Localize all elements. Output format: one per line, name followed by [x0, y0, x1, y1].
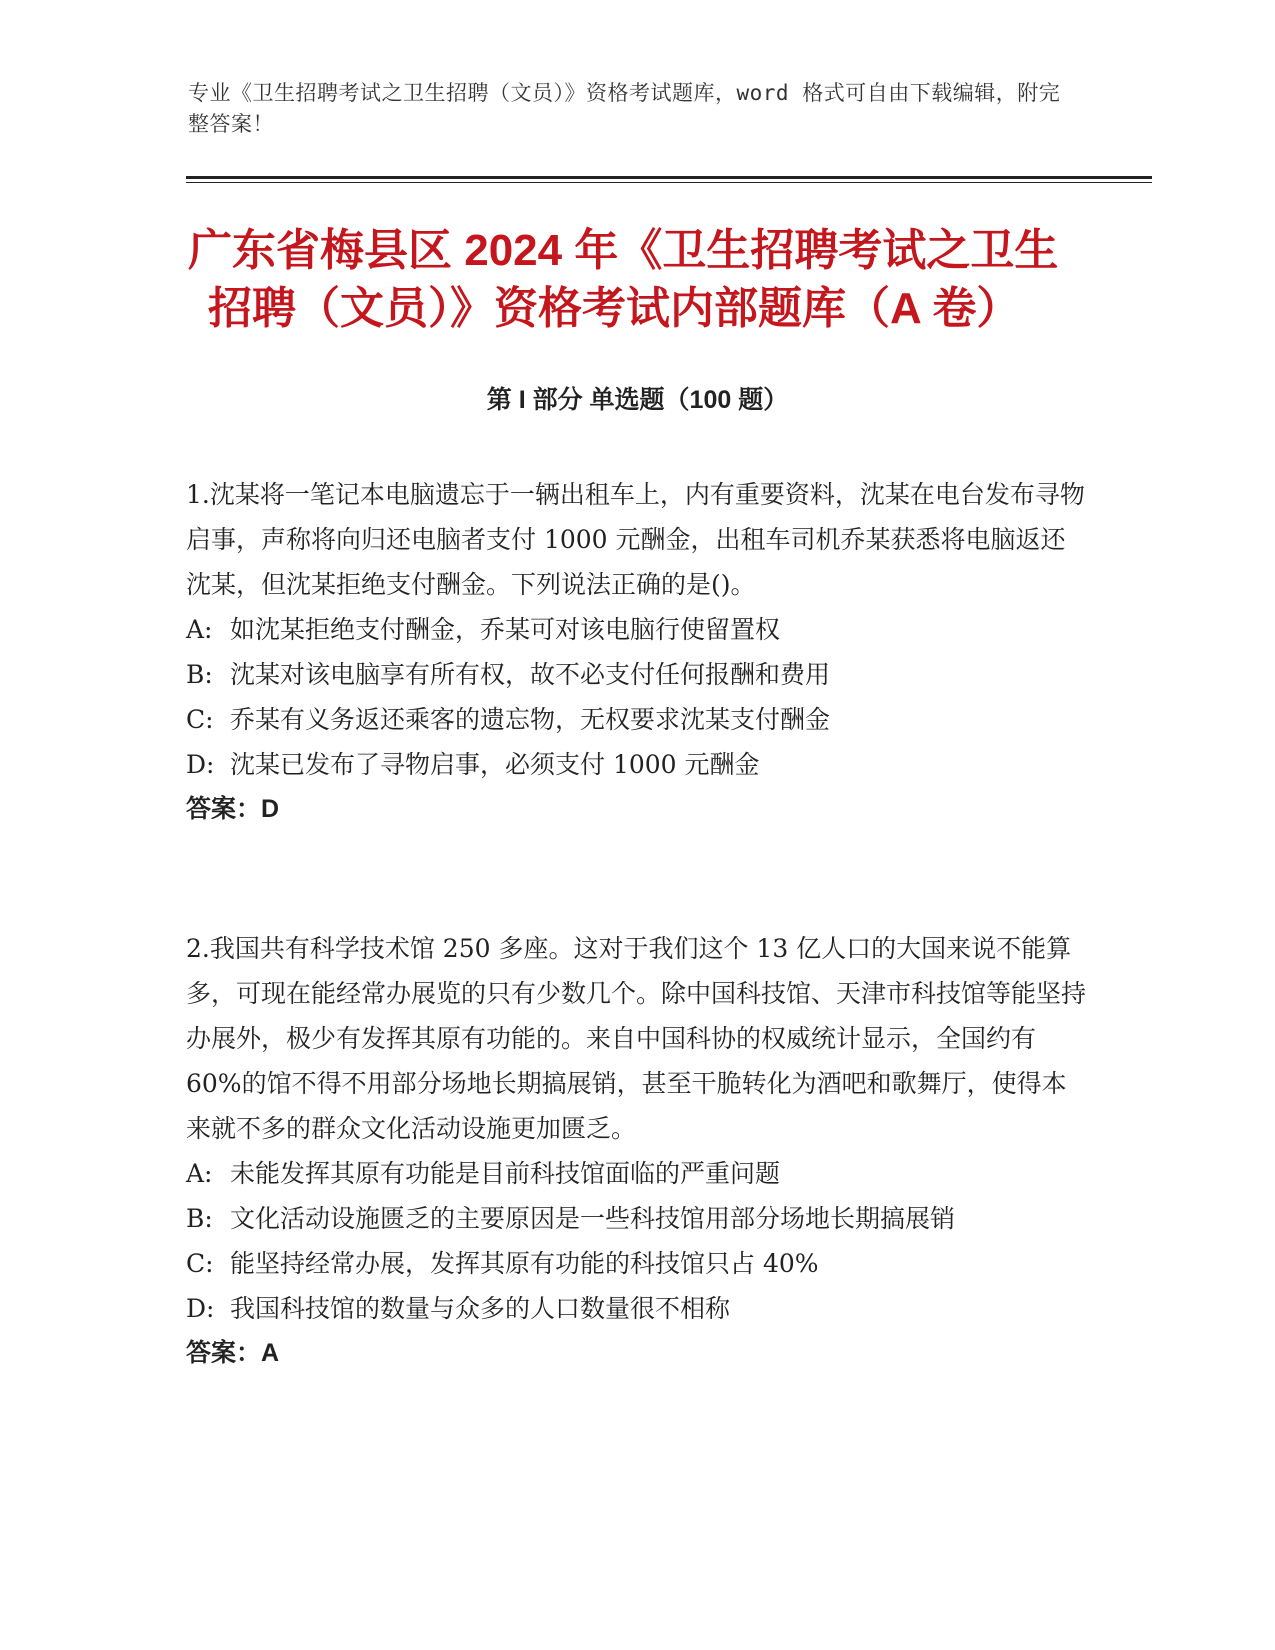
section-heading: 第 I 部分 单选题（100 题）: [486, 386, 789, 414]
header-note: 专业《卫生招聘考试之卫生招聘（文员）》资格考试题库，word 格式可自由下载编辑，附完整答案！: [188, 81, 1061, 136]
option-text: 沈某已发布了寻物启事，必须支付 1000 元酬金: [230, 750, 760, 779]
option-key: B:: [186, 660, 213, 689]
option-key: D:: [186, 1294, 215, 1323]
header-rule-thin: [186, 182, 1152, 183]
option-text: 我国科技馆的数量与众多的人口数量很不相称: [230, 1294, 731, 1323]
option-d: [186, 1286, 1086, 1331]
title-line-1: 广东省梅县区 2024 年《卫生招聘考试之卫生: [188, 226, 1059, 275]
option-key: C:: [186, 705, 214, 734]
answer-line: 答案：A: [186, 1339, 280, 1367]
option-c: [186, 697, 1086, 742]
question-1: [186, 472, 1086, 832]
question-stem: 1.沈某将一笔记本电脑遗忘于一辆出租车上，内有重要资料，沈某在电台发布寻物启事，声称将向归还电脑者支付 1000 元酬金，出租车司机乔某获悉将电脑返还沈某，但沈某拒绝支付酬金。下列说法正确的是()。: [186, 480, 1085, 599]
option-key: B:: [186, 1204, 213, 1233]
option-key: A:: [186, 615, 213, 644]
option-a: [186, 607, 1086, 652]
option-text: 如沈某拒绝支付酬金，乔某可对该电脑行使留置权: [230, 615, 781, 644]
option-c: [186, 1241, 1086, 1286]
option-b: [186, 652, 1086, 697]
option-key: A:: [186, 1159, 213, 1188]
option-text: 文化活动设施匮乏的主要原因是一些科技馆用部分场地长期搞展销: [230, 1204, 956, 1233]
option-text: 乔某有义务返还乘客的遗忘物，无权要求沈某支付酬金: [230, 705, 831, 734]
option-b: [186, 1196, 1086, 1241]
answer-line: 答案：D: [186, 795, 280, 823]
header-rule-thick: [186, 176, 1152, 179]
option-key: D:: [186, 750, 215, 779]
option-d: [186, 742, 1086, 787]
title-line-2: 招聘（文员）》资格考试内部题库（A 卷）: [208, 284, 1021, 333]
question-2: [186, 926, 1086, 1376]
option-text: 能坚持经常办展，发挥其原有功能的科技馆只占 40%: [230, 1249, 819, 1278]
option-text: 沈某对该电脑享有所有权，故不必支付任何报酬和费用: [230, 660, 831, 689]
document-title: [188, 222, 1078, 338]
option-key: C:: [186, 1249, 214, 1278]
option-a: [186, 1151, 1086, 1196]
question-stem: 2.我国共有科学技术馆 250 多座。这对于我们这个 13 亿人口的大国来说不能算多，可现在能经常办展览的只有少数几个。除中国科技馆、天津市科技馆等能坚持办展外，极少有发挥其原有功能的。来自中国科协的权威统计显示，全国约有 60%的馆不得不用部分场地长期搞展销，甚至干脆转化为酒吧和歌舞厅，使得本来就不多的群众文化活动设施更加匮乏。: [186, 934, 1087, 1143]
option-text: 未能发挥其原有功能是目前科技馆面临的严重问题: [230, 1159, 781, 1188]
